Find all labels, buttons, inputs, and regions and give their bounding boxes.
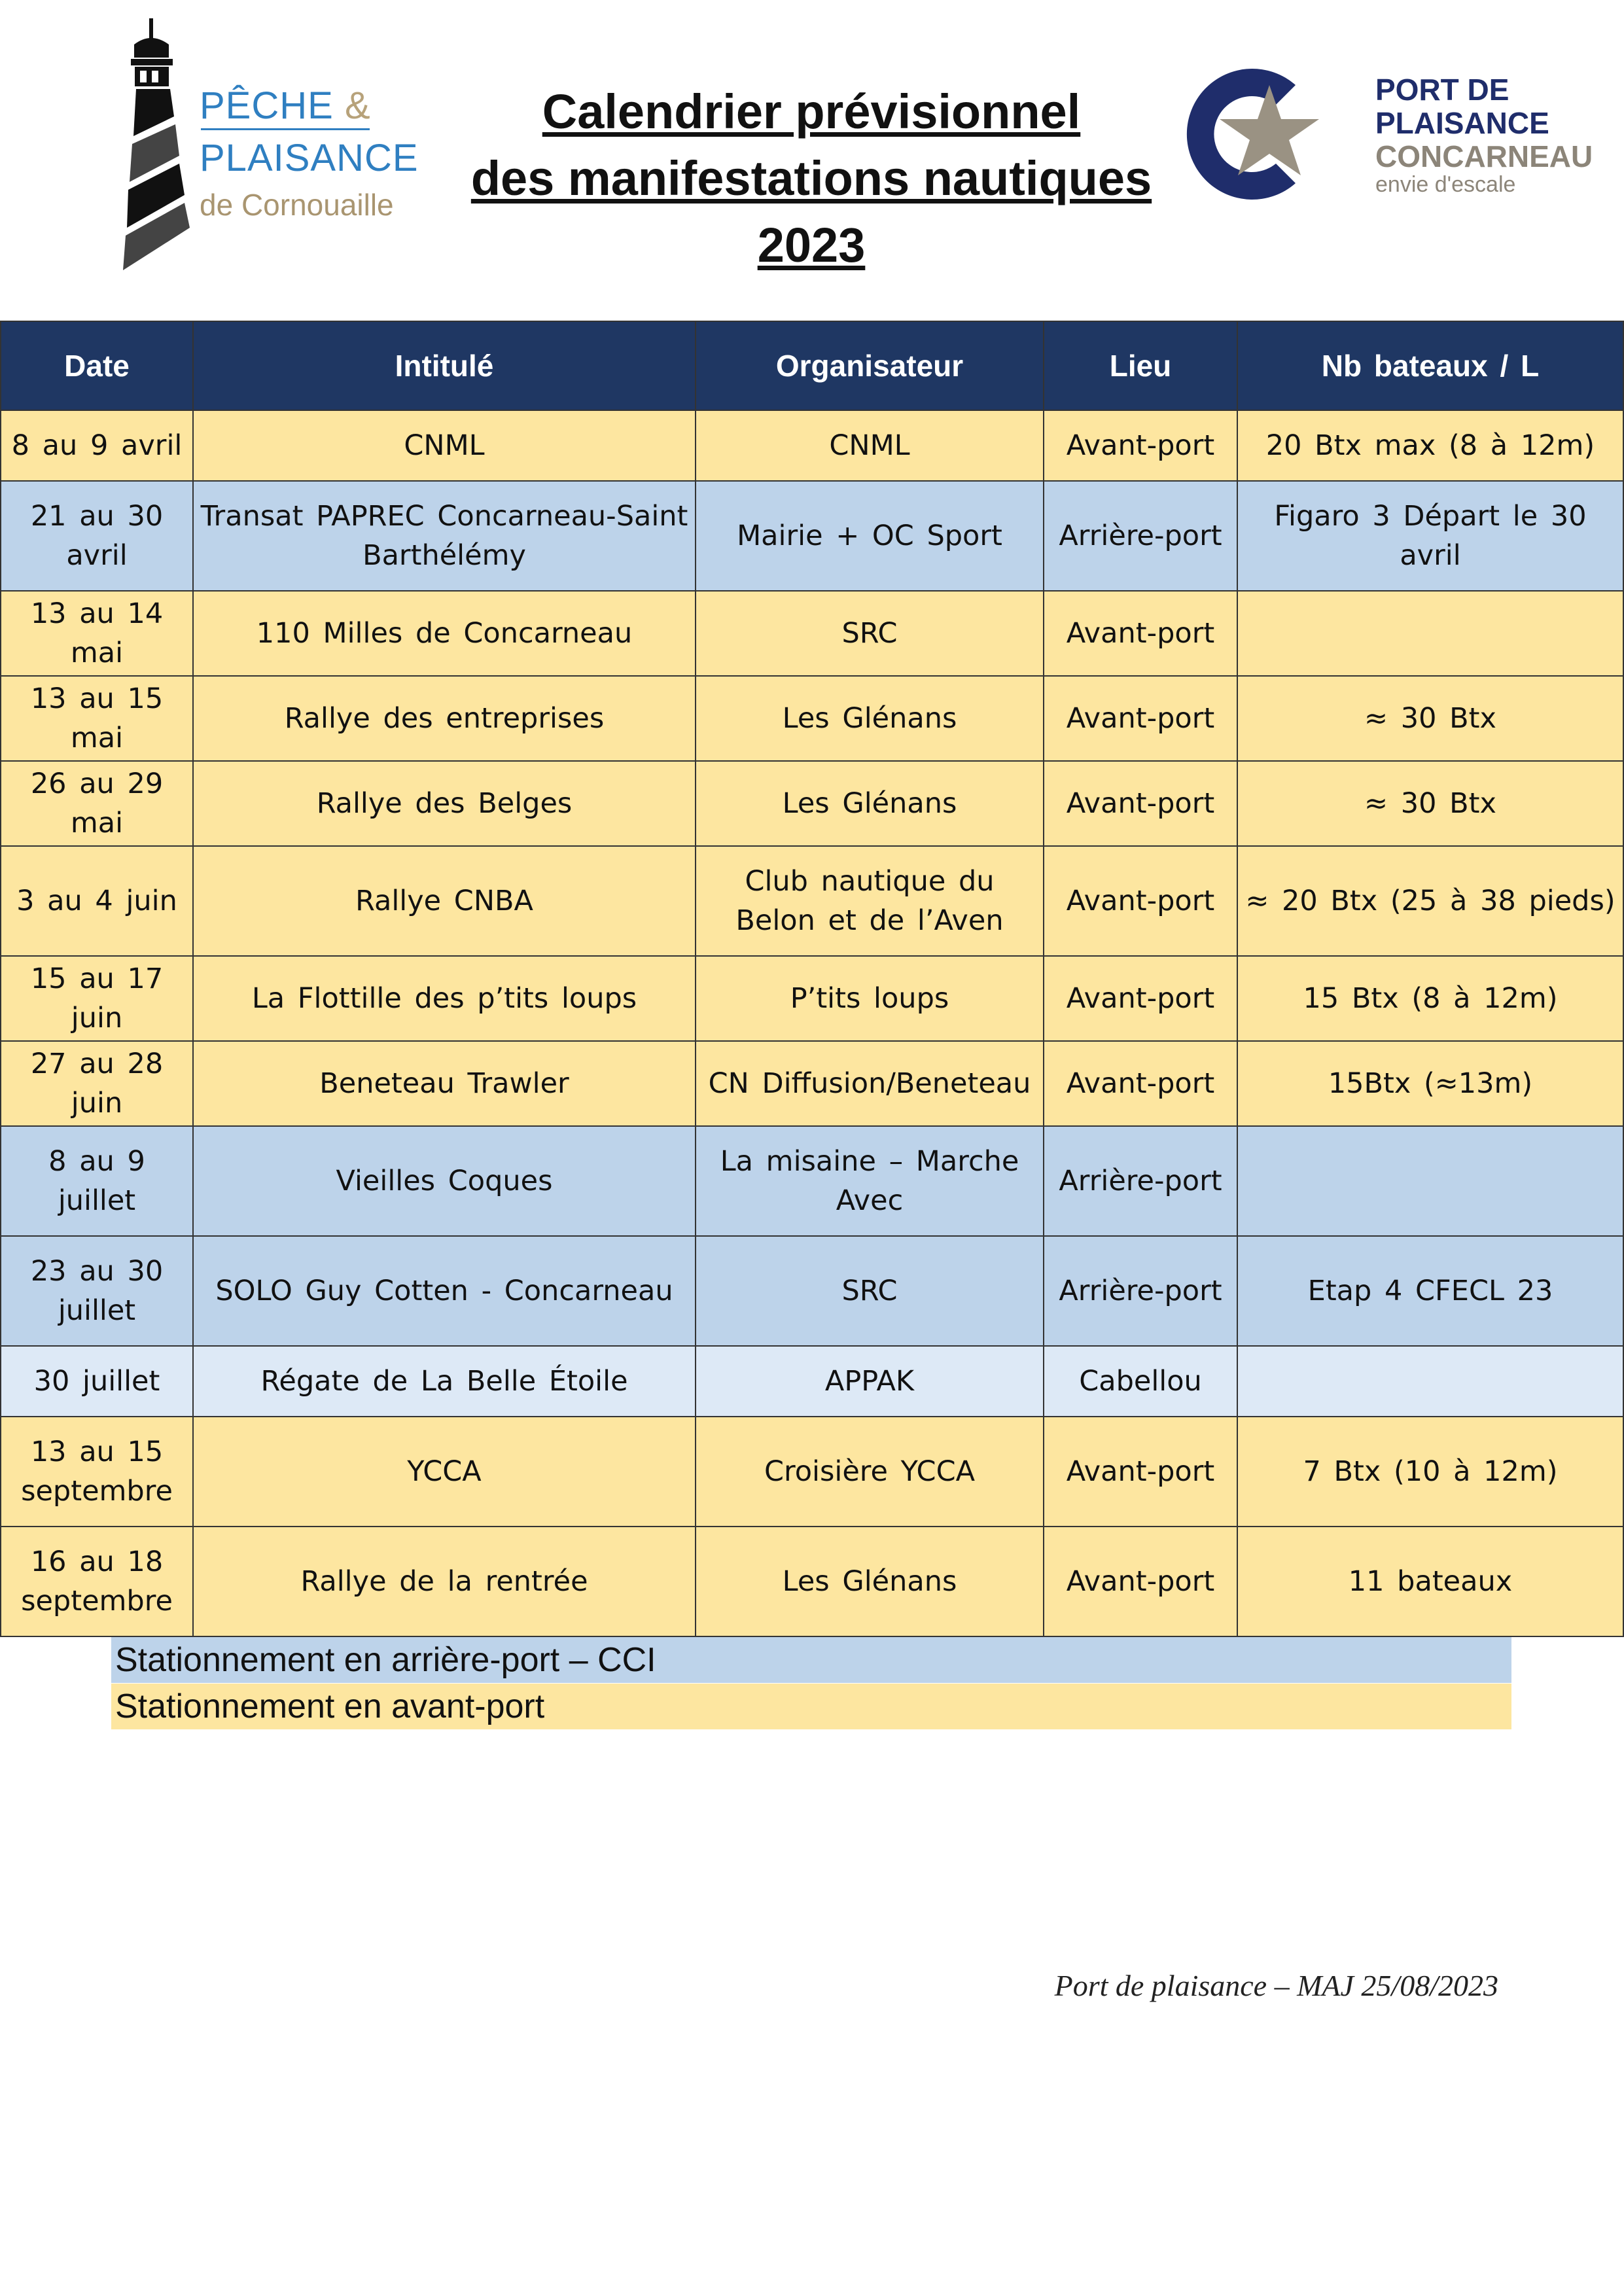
- cell-date: 30 juillet: [1, 1346, 193, 1417]
- cell-lieu: Avant-port: [1044, 956, 1237, 1041]
- cell-organisateur: APPAK: [696, 1346, 1044, 1417]
- logo-text-port-de: PORT DE: [1375, 73, 1509, 107]
- logo-text-cornouaille: de Cornouaille: [200, 188, 394, 222]
- cell-bateaux: 15Btx (≈13m): [1237, 1041, 1623, 1126]
- column-header-intitule: Intitulé: [193, 321, 696, 410]
- cell-lieu: Avant-port: [1044, 846, 1237, 956]
- cell-date: 8 au 9 juillet: [1, 1126, 193, 1236]
- cell-date: 26 au 29 mai: [1, 761, 193, 846]
- cell-lieu: Arrière-port: [1044, 481, 1237, 591]
- cell-organisateur: Les Glénans: [696, 676, 1044, 761]
- table-row: [1, 1527, 1623, 1636]
- cell-intitule: Transat PAPREC Concarneau-Saint Barthélémy: [193, 481, 696, 591]
- cell-bateaux: [1237, 1346, 1623, 1417]
- cell-bateaux: ≈ 30 Btx: [1237, 676, 1623, 761]
- cell-organisateur: P’tits loups: [696, 956, 1044, 1041]
- cell-intitule: Régate de La Belle Étoile: [193, 1346, 696, 1417]
- title-line-2: des manifestations nautiques: [470, 151, 1152, 205]
- cell-lieu: Avant-port: [1044, 761, 1237, 846]
- table-row: [1, 761, 1623, 846]
- cell-organisateur: SRC: [696, 1236, 1044, 1346]
- cell-organisateur: Les Glénans: [696, 761, 1044, 846]
- cell-intitule: La Flottille des p’tits loups: [193, 956, 696, 1041]
- update-footer: Port de plaisance – MAJ 25/08/2023: [1054, 1969, 1498, 2002]
- cell-organisateur: Les Glénans: [696, 1527, 1044, 1636]
- cell-organisateur: CNML: [696, 410, 1044, 481]
- cell-intitule: Rallye des Belges: [193, 761, 696, 846]
- column-header-lieu: Lieu: [1044, 321, 1237, 410]
- cell-lieu: Arrière-port: [1044, 1126, 1237, 1236]
- logo-text-peche: PÊCHE &: [200, 84, 371, 127]
- table-row: [1, 1041, 1623, 1126]
- page-title: [458, 79, 1165, 279]
- cell-bateaux: ≈ 30 Btx: [1237, 761, 1623, 846]
- cell-intitule: Rallye des entreprises: [193, 676, 696, 761]
- cell-intitule: CNML: [193, 410, 696, 481]
- cell-lieu: Avant-port: [1044, 1041, 1237, 1126]
- cell-bateaux: ≈ 20 Btx (25 à 38 pieds): [1237, 846, 1623, 956]
- cell-intitule: YCCA: [193, 1417, 696, 1527]
- table-row: [1, 410, 1623, 481]
- cell-date: 13 au 15 mai: [1, 676, 193, 761]
- table-row: [1, 956, 1623, 1041]
- cell-organisateur: Mairie + OC Sport: [696, 481, 1044, 591]
- cell-date: 13 au 15 septembre: [1, 1417, 193, 1527]
- logo-text-plaisance: PLAISANCE: [1375, 106, 1549, 140]
- table-row: [1, 1417, 1623, 1527]
- cell-bateaux: [1237, 1126, 1623, 1236]
- cell-date: 13 au 14 mai: [1, 591, 193, 676]
- table-row: [1, 591, 1623, 676]
- table-row: [1, 1346, 1623, 1417]
- cell-lieu: Avant-port: [1044, 1527, 1237, 1636]
- title-line-1: Calendrier prévisionnel: [542, 84, 1081, 139]
- title-line-3: 2023: [757, 218, 866, 272]
- cell-intitule: 110 Milles de Concarneau: [193, 591, 696, 676]
- cell-intitule: Vieilles Coques: [193, 1126, 696, 1236]
- logo-divider: [201, 128, 370, 130]
- cell-organisateur: Club nautique du Belon et de l’Aven: [696, 846, 1044, 956]
- column-header-date: Date: [1, 321, 193, 410]
- cell-lieu: Cabellou: [1044, 1346, 1237, 1417]
- table-row: [1, 846, 1623, 956]
- cell-date: 15 au 17 juin: [1, 956, 193, 1041]
- lighthouse-icon: [111, 18, 203, 274]
- cell-lieu: Avant-port: [1044, 1417, 1237, 1527]
- column-header-nb-bateaux: Nb bateaux / L: [1237, 321, 1623, 410]
- port-star-logo-icon: [1171, 59, 1341, 209]
- cell-bateaux: Etap 4 CFECL 23: [1237, 1236, 1623, 1346]
- legend-arriere-port: Stationnement en arrière-port – CCI: [111, 1637, 1511, 1683]
- table-row: [1, 676, 1623, 761]
- cell-date: 16 au 18 septembre: [1, 1527, 193, 1636]
- cell-intitule: Rallye CNBA: [193, 846, 696, 956]
- logo-port-plaisance: [1171, 49, 1603, 219]
- cell-date: 27 au 28 juin: [1, 1041, 193, 1126]
- cell-intitule: SOLO Guy Cotten - Concarneau: [193, 1236, 696, 1346]
- cell-bateaux: [1237, 591, 1623, 676]
- cell-organisateur: CN Diffusion/Beneteau: [696, 1041, 1044, 1126]
- cell-date: 3 au 4 juin: [1, 846, 193, 956]
- cell-lieu: Avant-port: [1044, 410, 1237, 481]
- logo-text-tagline: envie d'escale: [1375, 172, 1516, 197]
- cell-lieu: Avant-port: [1044, 676, 1237, 761]
- logo-peche-plaisance: [111, 18, 419, 274]
- column-header-organisateur: Organisateur: [696, 321, 1044, 410]
- cell-date: 23 au 30 juillet: [1, 1236, 193, 1346]
- logo-text-concarneau: CONCARNEAU: [1375, 139, 1593, 173]
- cell-lieu: Arrière-port: [1044, 1236, 1237, 1346]
- cell-bateaux: 11 bateaux: [1237, 1527, 1623, 1636]
- cell-bateaux: 7 Btx (10 à 12m): [1237, 1417, 1623, 1527]
- table-header-row: [1, 321, 1623, 410]
- table-row: [1, 1236, 1623, 1346]
- table-row: [1, 1126, 1623, 1236]
- cell-bateaux: 15 Btx (8 à 12m): [1237, 956, 1623, 1041]
- cell-organisateur: Croisière YCCA: [696, 1417, 1044, 1527]
- cell-intitule: Beneteau Trawler: [193, 1041, 696, 1126]
- cell-bateaux: 20 Btx max (8 à 12m): [1237, 410, 1623, 481]
- cell-organisateur: La misaine – Marche Avec: [696, 1126, 1044, 1236]
- cell-date: 8 au 9 avril: [1, 410, 193, 481]
- cell-date: 21 au 30 avril: [1, 481, 193, 591]
- legend-avant-port: Stationnement en avant-port: [111, 1684, 1511, 1729]
- events-table: [0, 321, 1624, 1637]
- cell-intitule: Rallye de la rentrée: [193, 1527, 696, 1636]
- cell-bateaux: Figaro 3 Départ le 30 avril: [1237, 481, 1623, 591]
- cell-lieu: Avant-port: [1044, 591, 1237, 676]
- cell-organisateur: SRC: [696, 591, 1044, 676]
- logo-text-plaisance: PLAISANCE: [200, 137, 419, 179]
- table-row: [1, 481, 1623, 591]
